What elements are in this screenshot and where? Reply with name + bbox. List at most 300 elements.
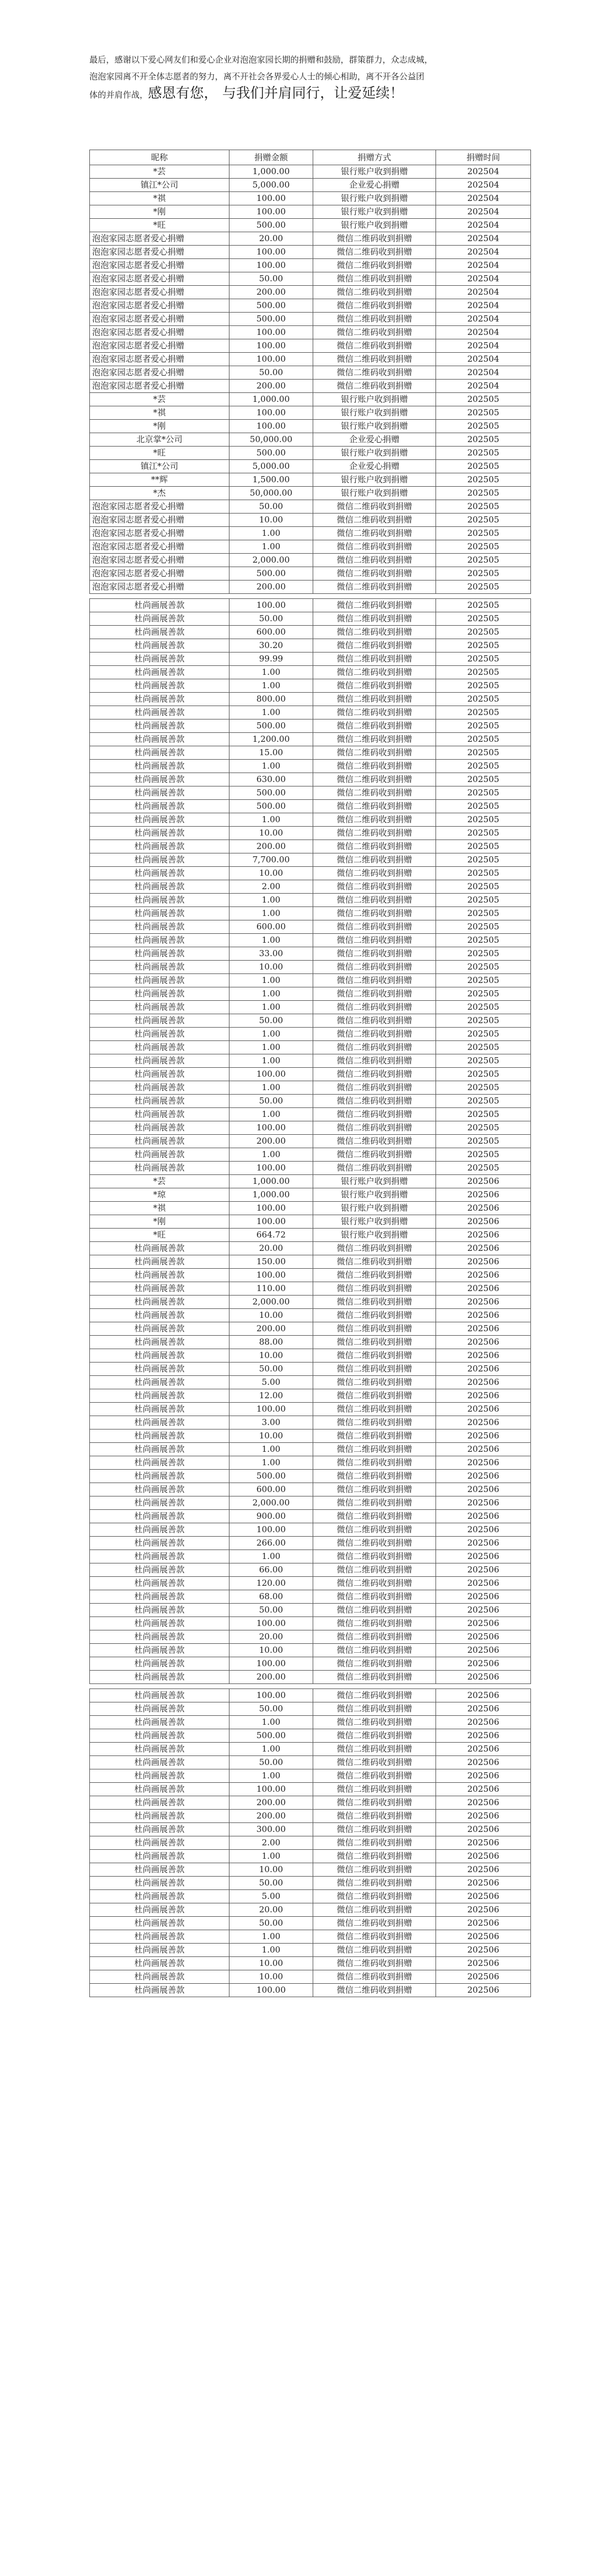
cell-nickname: 杜尚画展善款 [90, 1496, 229, 1510]
cell-method: 企业爱心捐赠 [313, 433, 436, 447]
cell-nickname: 杜尚画展善款 [90, 1769, 229, 1783]
table-row [90, 1376, 531, 1389]
cell-nickname: *祺 [90, 192, 229, 205]
cell-date: 202506 [436, 1957, 531, 1970]
cell-date: 202505 [436, 599, 531, 612]
cell-nickname: 杜尚画展善款 [90, 1644, 229, 1657]
table-row [90, 626, 531, 639]
cell-date: 202506 [436, 1984, 531, 1997]
cell-amount: 1.00 [229, 1769, 313, 1783]
cell-date: 202506 [436, 1729, 531, 1743]
cell-nickname: 杜尚画展善款 [90, 1363, 229, 1376]
cell-nickname: 杜尚画展善款 [90, 1756, 229, 1769]
cell-date: 202505 [436, 1054, 531, 1068]
cell-method: 微信二维码收到捐赠 [313, 1796, 436, 1810]
cell-date: 202504 [436, 246, 531, 259]
cell-method: 银行账户收到捐赠 [313, 192, 436, 205]
cell-amount: 500.00 [229, 219, 313, 232]
cell-date: 202505 [436, 773, 531, 786]
cell-nickname: 杜尚画展善款 [90, 1242, 229, 1255]
cell-date: 202506 [436, 1349, 531, 1363]
cell-nickname: 杜尚画展善款 [90, 1443, 229, 1456]
table-row [90, 1336, 531, 1349]
table-row [90, 527, 531, 540]
cell-method: 微信二维码收到捐赠 [313, 813, 436, 827]
cell-amount: 100.00 [229, 406, 313, 420]
cell-method: 微信二维码收到捐赠 [313, 1389, 436, 1403]
cell-nickname: 杜尚画展善款 [90, 813, 229, 827]
cell-date: 202505 [436, 514, 531, 527]
table-row [90, 1510, 531, 1523]
table-row [90, 1188, 531, 1202]
cell-nickname: 杜尚画展善款 [90, 786, 229, 800]
cell-method: 银行账户收到捐赠 [313, 1188, 436, 1202]
table-row [90, 679, 531, 693]
cell-amount: 1.00 [229, 1716, 313, 1729]
table-row [90, 1877, 531, 1890]
table-row [90, 179, 531, 192]
cell-amount: 100.00 [229, 326, 313, 339]
cell-amount: 3.00 [229, 1416, 313, 1429]
cell-nickname: 杜尚画展善款 [90, 1296, 229, 1309]
cell-date: 202506 [436, 1242, 531, 1255]
cell-nickname: 杜尚画展善款 [90, 1483, 229, 1496]
cell-nickname: 杜尚画展善款 [90, 1957, 229, 1970]
cell-amount: 100.00 [229, 1617, 313, 1630]
cell-amount: 1.00 [229, 1041, 313, 1054]
table-row [90, 1202, 531, 1215]
cell-amount: 10.00 [229, 1970, 313, 1984]
table-row [90, 1483, 531, 1496]
cell-amount: 10.00 [229, 1957, 313, 1970]
cell-nickname: *祺 [90, 406, 229, 420]
cell-amount: 100.00 [229, 599, 313, 612]
table-row [90, 406, 531, 420]
cell-method: 微信二维码收到捐赠 [313, 299, 436, 313]
cell-amount: 33.00 [229, 947, 313, 961]
cell-method: 银行账户收到捐赠 [313, 1215, 436, 1229]
cell-date: 202505 [436, 1148, 531, 1162]
header-date: 捐赠时间 [436, 150, 531, 165]
cell-date: 202506 [436, 1523, 531, 1537]
cell-amount: 50.00 [229, 272, 313, 286]
cell-date: 202505 [436, 733, 531, 746]
cell-nickname: 杜尚画展善款 [90, 1255, 229, 1269]
table-row [90, 393, 531, 406]
cell-nickname: 杜尚画展善款 [90, 599, 229, 612]
cell-nickname: 泡泡家园志愿者爱心捐赠 [90, 232, 229, 246]
cell-amount: 200.00 [229, 840, 313, 853]
cell-amount: 50.00 [229, 1604, 313, 1617]
cell-method: 微信二维码收到捐赠 [313, 1336, 436, 1349]
table-row [90, 286, 531, 299]
cell-method: 微信二维码收到捐赠 [313, 746, 436, 760]
table-row [90, 165, 531, 179]
cell-nickname: 杜尚画展善款 [90, 1523, 229, 1537]
cell-nickname: 杜尚画展善款 [90, 1068, 229, 1081]
cell-amount: 100.00 [229, 1783, 313, 1796]
cell-date: 202506 [436, 1255, 531, 1269]
cell-date: 202506 [436, 1175, 531, 1188]
cell-nickname: 杜尚画展善款 [90, 1823, 229, 1836]
cell-amount: 1.00 [229, 1054, 313, 1068]
cell-date: 202505 [436, 760, 531, 773]
cell-nickname: 泡泡家园志愿者爱心捐赠 [90, 286, 229, 299]
cell-nickname: 杜尚画展善款 [90, 1389, 229, 1403]
cell-method: 微信二维码收到捐赠 [313, 1590, 436, 1604]
cell-date: 202506 [436, 1483, 531, 1496]
cell-amount: 1,000.00 [229, 1175, 313, 1188]
cell-amount: 1.00 [229, 813, 313, 827]
table-row [90, 880, 531, 894]
cell-method: 微信二维码收到捐赠 [313, 353, 436, 366]
cell-method: 微信二维码收到捐赠 [313, 1363, 436, 1376]
cell-amount: 266.00 [229, 1537, 313, 1550]
table-row [90, 1523, 531, 1537]
cell-nickname: 杜尚画展善款 [90, 1970, 229, 1984]
cell-amount: 100.00 [229, 259, 313, 272]
cell-date: 202506 [436, 1657, 531, 1671]
cell-nickname: 杜尚画展善款 [90, 653, 229, 666]
cell-date: 202505 [436, 974, 531, 987]
table-row [90, 339, 531, 353]
cell-nickname: 杜尚画展善款 [90, 706, 229, 719]
cell-amount: 500.00 [229, 719, 313, 733]
cell-amount: 5.00 [229, 1890, 313, 1903]
cell-date: 202506 [436, 1743, 531, 1756]
cell-nickname: 杜尚画展善款 [90, 907, 229, 920]
cell-nickname: *杰 [90, 487, 229, 500]
cell-date: 202506 [436, 1269, 531, 1282]
cell-method: 微信二维码收到捐赠 [313, 1483, 436, 1496]
cell-date: 202504 [436, 326, 531, 339]
cell-method: 微信二维码收到捐赠 [313, 653, 436, 666]
table-row [90, 192, 531, 205]
cell-date: 202506 [436, 1322, 531, 1336]
cell-method: 微信二维码收到捐赠 [313, 840, 436, 853]
cell-date: 202506 [436, 1716, 531, 1729]
cell-nickname: *芸 [90, 1175, 229, 1188]
cell-nickname: 杜尚画展善款 [90, 947, 229, 961]
cell-nickname: 泡泡家园志愿者爱心捐赠 [90, 246, 229, 259]
table-row [90, 639, 531, 653]
cell-date: 202506 [436, 1810, 531, 1823]
cell-amount: 100.00 [229, 420, 313, 433]
cell-amount: 100.00 [229, 353, 313, 366]
table-row [90, 1403, 531, 1416]
table-row [90, 987, 531, 1001]
table-row [90, 1944, 531, 1957]
table-row [90, 599, 531, 612]
cell-date: 202505 [436, 1121, 531, 1135]
cell-amount: 50.00 [229, 1756, 313, 1769]
table-row [90, 433, 531, 447]
cell-method: 微信二维码收到捐赠 [313, 246, 436, 259]
cell-amount: 500.00 [229, 1470, 313, 1483]
cell-nickname: 泡泡家园志愿者爱心捐赠 [90, 380, 229, 393]
table-row [90, 1349, 531, 1363]
cell-amount: 50.00 [229, 612, 313, 626]
cell-amount: 500.00 [229, 786, 313, 800]
cell-amount: 20.00 [229, 1903, 313, 1917]
cell-nickname: 杜尚画展善款 [90, 1577, 229, 1590]
table-row [90, 1537, 531, 1550]
table-row [90, 1496, 531, 1510]
cell-nickname: *刚 [90, 205, 229, 219]
table-row [90, 1470, 531, 1483]
cell-method: 微信二维码收到捐赠 [313, 1671, 436, 1684]
cell-method: 微信二维码收到捐赠 [313, 1769, 436, 1783]
intro-line-3 [89, 85, 530, 103]
cell-amount: 1.00 [229, 1108, 313, 1121]
cell-nickname: 杜尚画展善款 [90, 1903, 229, 1917]
cell-date: 202506 [436, 1443, 531, 1456]
cell-amount: 100.00 [229, 1202, 313, 1215]
cell-nickname: *刚 [90, 420, 229, 433]
cell-date: 202505 [436, 500, 531, 514]
cell-date: 202506 [436, 1590, 531, 1604]
cell-method: 微信二维码收到捐赠 [313, 1376, 436, 1389]
table-row [90, 1917, 531, 1930]
cell-amount: 100.00 [229, 1121, 313, 1135]
cell-amount: 100.00 [229, 1657, 313, 1671]
table-row [90, 1001, 531, 1014]
table-row [90, 205, 531, 219]
cell-amount: 100.00 [229, 1068, 313, 1081]
table-row [90, 246, 531, 259]
table-row [90, 326, 531, 339]
cell-amount: 1.00 [229, 987, 313, 1001]
cell-method: 微信二维码收到捐赠 [313, 827, 436, 840]
cell-amount: 1,000.00 [229, 1188, 313, 1202]
cell-amount: 300.00 [229, 1823, 313, 1836]
cell-nickname: 泡泡家园志愿者爱心捐赠 [90, 554, 229, 567]
cell-nickname: 杜尚画展善款 [90, 1376, 229, 1389]
intro-paragraph [89, 51, 530, 103]
cell-nickname: 杜尚画展善款 [90, 1630, 229, 1644]
cell-nickname: 杜尚画展善款 [90, 961, 229, 974]
cell-nickname: 杜尚画展善款 [90, 1877, 229, 1890]
cell-date: 202506 [436, 1416, 531, 1429]
cell-method: 微信二维码收到捐赠 [313, 1930, 436, 1944]
cell-method: 微信二维码收到捐赠 [313, 1877, 436, 1890]
cell-date: 202505 [436, 447, 531, 460]
cell-nickname: 杜尚画展善款 [90, 1001, 229, 1014]
cell-method: 微信二维码收到捐赠 [313, 1429, 436, 1443]
table-row [90, 1577, 531, 1590]
table-row [90, 1014, 531, 1028]
cell-date: 202505 [436, 894, 531, 907]
cell-date: 202505 [436, 554, 531, 567]
cell-amount: 200.00 [229, 1810, 313, 1823]
cell-date: 202506 [436, 1336, 531, 1349]
table-row [90, 473, 531, 487]
cell-amount: 5,000.00 [229, 460, 313, 473]
cell-amount: 10.00 [229, 867, 313, 880]
table-row [90, 1229, 531, 1242]
table-row [90, 894, 531, 907]
table-row [90, 1296, 531, 1309]
cell-amount: 1,500.00 [229, 473, 313, 487]
cell-method: 微信二维码收到捐赠 [313, 1810, 436, 1823]
cell-amount: 1.00 [229, 894, 313, 907]
table-row [90, 1068, 531, 1081]
cell-date: 202505 [436, 840, 531, 853]
cell-method: 微信二维码收到捐赠 [313, 800, 436, 813]
cell-method: 微信二维码收到捐赠 [313, 1416, 436, 1429]
table-row [90, 1054, 531, 1068]
cell-method: 微信二维码收到捐赠 [313, 961, 436, 974]
cell-date: 202504 [436, 313, 531, 326]
cell-date: 202505 [436, 1095, 531, 1108]
cell-nickname: 杜尚画展善款 [90, 934, 229, 947]
cell-date: 202505 [436, 487, 531, 500]
table-row [90, 800, 531, 813]
cell-nickname: 杜尚画展善款 [90, 1429, 229, 1443]
cell-amount: 1.00 [229, 1944, 313, 1957]
cell-nickname: 杜尚画展善款 [90, 1810, 229, 1823]
table-row [90, 1850, 531, 1863]
cell-nickname: 杜尚画展善款 [90, 1121, 229, 1135]
cell-date: 202506 [436, 1363, 531, 1376]
cell-nickname: 杜尚画展善款 [90, 920, 229, 934]
cell-method: 微信二维码收到捐赠 [313, 1917, 436, 1930]
header-nickname: 昵称 [90, 150, 229, 165]
table-section-gap [90, 594, 531, 599]
cell-method: 微信二维码收到捐赠 [313, 1743, 436, 1756]
cell-method: 微信二维码收到捐赠 [313, 1729, 436, 1743]
cell-method: 微信二维码收到捐赠 [313, 773, 436, 786]
cell-nickname: 杜尚画展善款 [90, 1510, 229, 1523]
cell-date: 202506 [436, 1863, 531, 1877]
cell-date: 202506 [436, 1296, 531, 1309]
cell-date: 202505 [436, 800, 531, 813]
cell-date: 202505 [436, 567, 531, 581]
cell-nickname: 杜尚画展善款 [90, 1416, 229, 1429]
cell-method: 银行账户收到捐赠 [313, 219, 436, 232]
cell-method: 微信二维码收到捐赠 [313, 1041, 436, 1054]
cell-amount: 50.00 [229, 1702, 313, 1716]
cell-method: 微信二维码收到捐赠 [313, 666, 436, 679]
cell-amount: 2.00 [229, 880, 313, 894]
cell-method: 微信二维码收到捐赠 [313, 1135, 436, 1148]
cell-nickname: 杜尚画展善款 [90, 760, 229, 773]
cell-amount: 100.00 [229, 1984, 313, 1997]
cell-date: 202506 [436, 1282, 531, 1296]
cell-amount: 1.00 [229, 760, 313, 773]
cell-date: 202504 [436, 299, 531, 313]
cell-date: 202504 [436, 366, 531, 380]
cell-method: 微信二维码收到捐赠 [313, 540, 436, 554]
cell-amount: 664.72 [229, 1229, 313, 1242]
cell-method: 微信二维码收到捐赠 [313, 1850, 436, 1863]
cell-amount: 20.00 [229, 1630, 313, 1644]
cell-date: 202505 [436, 920, 531, 934]
cell-nickname: 杜尚画展善款 [90, 1470, 229, 1483]
cell-method: 微信二维码收到捐赠 [313, 1255, 436, 1269]
cell-method: 微信二维码收到捐赠 [313, 1014, 436, 1028]
cell-nickname: *刚 [90, 1215, 229, 1229]
cell-date: 202504 [436, 272, 531, 286]
cell-method: 微信二维码收到捐赠 [313, 733, 436, 746]
cell-nickname: 杜尚画展善款 [90, 1617, 229, 1630]
cell-method: 微信二维码收到捐赠 [313, 1702, 436, 1716]
cell-nickname: 泡泡家园志愿者爱心捐赠 [90, 353, 229, 366]
cell-amount: 10.00 [229, 1863, 313, 1877]
cell-nickname: 杜尚画展善款 [90, 746, 229, 760]
cell-date: 202506 [436, 1796, 531, 1810]
cell-amount: 1.00 [229, 1550, 313, 1563]
cell-nickname: 杜尚画展善款 [90, 1403, 229, 1416]
cell-date: 202506 [436, 1550, 531, 1563]
cell-method: 微信二维码收到捐赠 [313, 1001, 436, 1014]
cell-method: 银行账户收到捐赠 [313, 1202, 436, 1215]
cell-amount: 800.00 [229, 693, 313, 706]
cell-date: 202506 [436, 1215, 531, 1229]
cell-nickname: 镇江*公司 [90, 179, 229, 192]
cell-amount: 200.00 [229, 380, 313, 393]
table-row [90, 934, 531, 947]
cell-nickname: 杜尚画展善款 [90, 1743, 229, 1756]
cell-nickname: 杜尚画展善款 [90, 1917, 229, 1930]
cell-amount: 150.00 [229, 1255, 313, 1269]
cell-method: 微信二维码收到捐赠 [313, 1630, 436, 1644]
cell-method: 微信二维码收到捐赠 [313, 1716, 436, 1729]
cell-nickname: 杜尚画展善款 [90, 1028, 229, 1041]
table-row [90, 1148, 531, 1162]
cell-date: 202505 [436, 581, 531, 594]
cell-amount: 68.00 [229, 1590, 313, 1604]
cell-nickname: **辉 [90, 473, 229, 487]
cell-date: 202505 [436, 706, 531, 719]
cell-method: 微信二维码收到捐赠 [313, 514, 436, 527]
cell-method: 银行账户收到捐赠 [313, 420, 436, 433]
cell-date: 202505 [436, 1041, 531, 1054]
cell-date: 202505 [436, 433, 531, 447]
cell-nickname: 杜尚画展善款 [90, 1657, 229, 1671]
cell-amount: 110.00 [229, 1282, 313, 1296]
cell-method: 微信二维码收到捐赠 [313, 1162, 436, 1175]
cell-date: 202505 [436, 527, 531, 540]
cell-method: 微信二维码收到捐赠 [313, 380, 436, 393]
cell-method: 微信二维码收到捐赠 [313, 1456, 436, 1470]
table-row [90, 299, 531, 313]
cell-method: 微信二维码收到捐赠 [313, 339, 436, 353]
cell-date: 202504 [436, 339, 531, 353]
cell-method: 微信二维码收到捐赠 [313, 719, 436, 733]
cell-date: 202506 [436, 1836, 531, 1850]
cell-date: 202506 [436, 1783, 531, 1796]
cell-method: 微信二维码收到捐赠 [313, 272, 436, 286]
cell-date: 202505 [436, 813, 531, 827]
table-row [90, 366, 531, 380]
cell-date: 202506 [436, 1429, 531, 1443]
cell-method: 微信二维码收到捐赠 [313, 1403, 436, 1416]
cell-amount: 500.00 [229, 447, 313, 460]
cell-date: 202505 [436, 666, 531, 679]
cell-method: 微信二维码收到捐赠 [313, 880, 436, 894]
table-row [90, 567, 531, 581]
cell-amount: 1.00 [229, 907, 313, 920]
cell-date: 202504 [436, 353, 531, 366]
cell-amount: 10.00 [229, 514, 313, 527]
cell-method: 微信二维码收到捐赠 [313, 1269, 436, 1282]
cell-date: 202505 [436, 626, 531, 639]
table-row [90, 1416, 531, 1429]
section-gap-cell [90, 594, 531, 599]
cell-date: 202506 [436, 1630, 531, 1644]
cell-amount: 1.00 [229, 540, 313, 554]
